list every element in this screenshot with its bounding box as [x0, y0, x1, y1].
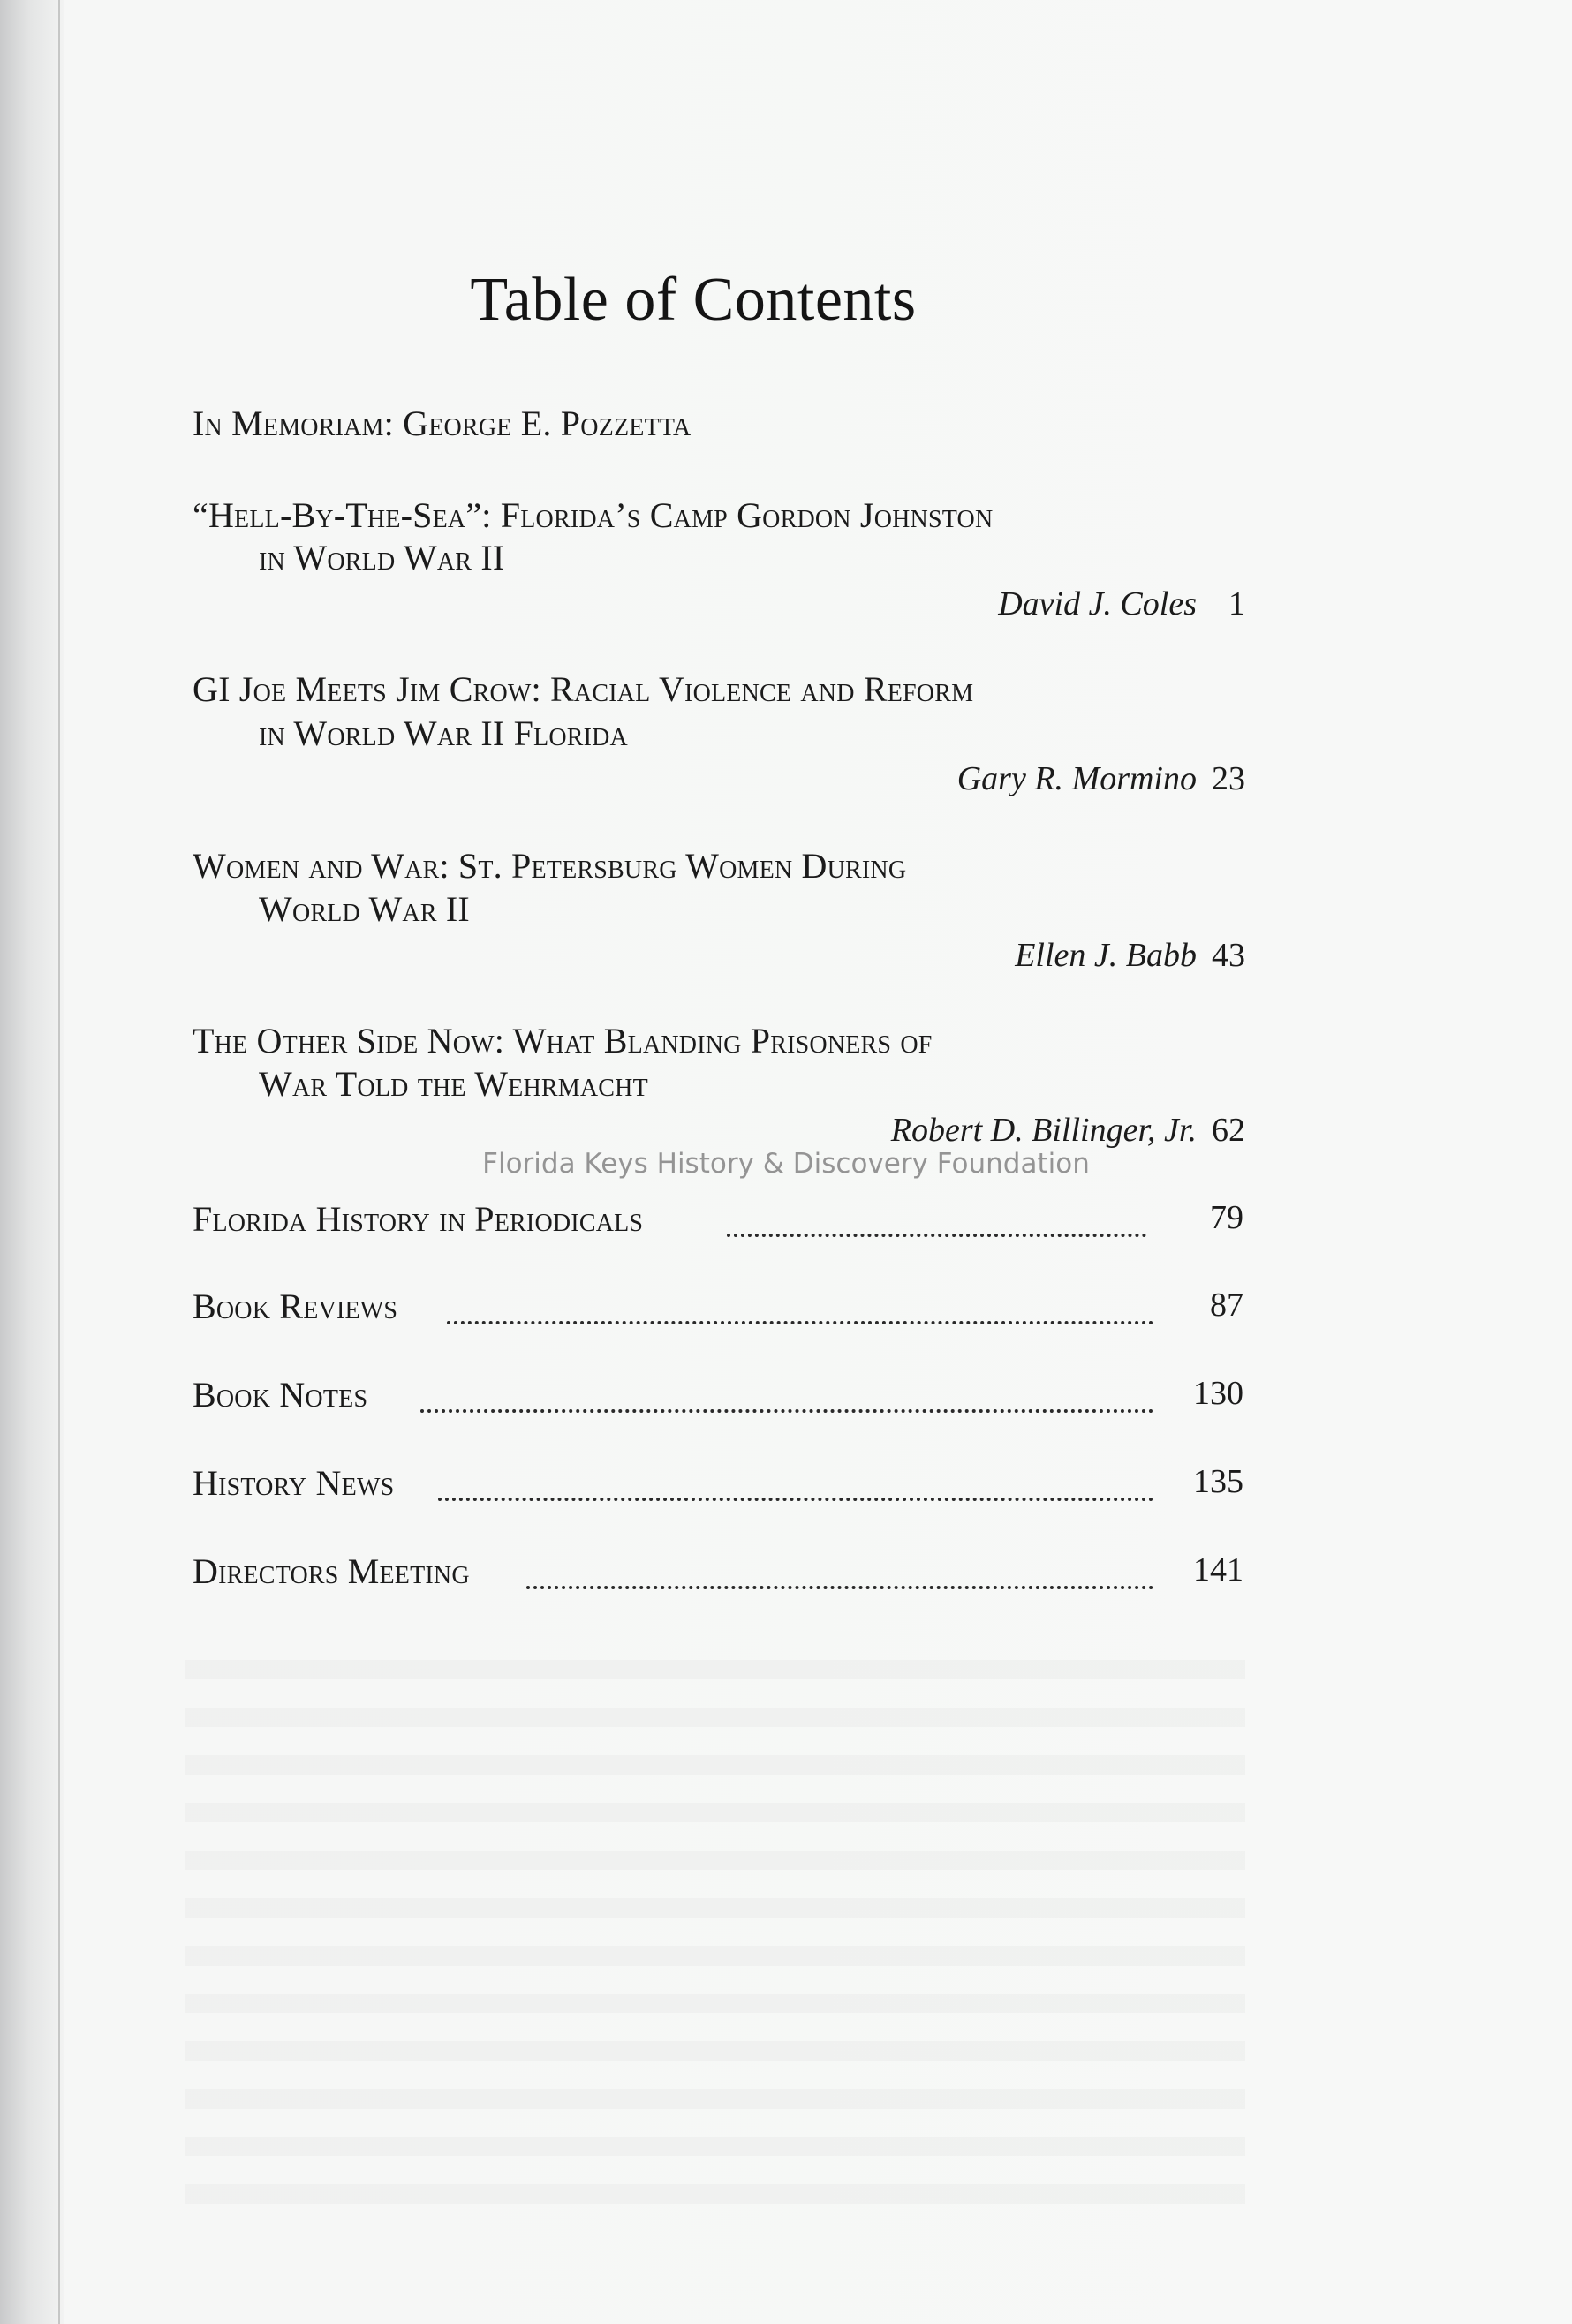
dot-leader: [447, 1291, 1153, 1324]
dot-leader: [420, 1379, 1153, 1413]
dot-leader: [526, 1556, 1153, 1589]
article-3-title-line1: Women and War: St. Petersburg Women During: [193, 846, 907, 886]
article-4-author: Robert D. Billinger, Jr.: [890, 1112, 1197, 1149]
section-label: Book Notes: [193, 1375, 368, 1415]
section-page: 135: [1193, 1463, 1243, 1500]
article-4-title-line1: The Other Side Now: What Blanding Prisoners of: [193, 1021, 933, 1060]
section-row: [193, 1462, 1243, 1506]
section-label: Book Reviews: [193, 1286, 398, 1326]
article-3-page: 43: [1212, 937, 1245, 974]
section-label: Directors Meeting: [193, 1551, 470, 1591]
article-3-title-line2: World War II: [259, 889, 470, 929]
section-label: History News: [193, 1463, 395, 1503]
section-row: [193, 1286, 1243, 1330]
article-4-page: 62: [1212, 1112, 1245, 1149]
section-row: [193, 1198, 1243, 1242]
watermark-text: Florida Keys History & Discovery Foundation: [482, 1148, 1090, 1180]
article-2-page: 23: [1212, 760, 1245, 797]
section-page: 130: [1193, 1375, 1243, 1412]
article-1-page: 1: [1228, 585, 1245, 622]
section-label: Florida History in Periodicals: [193, 1199, 644, 1239]
section-page: 79: [1210, 1199, 1243, 1236]
dot-leader: [727, 1204, 1146, 1237]
section-row: [193, 1551, 1243, 1595]
paper-show-through: [185, 1660, 1245, 2225]
page-title: Table of Contents: [470, 266, 917, 334]
article-2-title-line1: GI Joe Meets Jim Crow: Racial Violence and Reform: [193, 669, 974, 709]
memoriam-entry: In Memoriam: George E. Pozzetta: [193, 404, 692, 443]
article-2-title-line2: in World War II Florida: [259, 713, 628, 753]
article-1-title-line1: “Hell-By-The-Sea”: Florida’s Camp Gordon Johnston: [193, 495, 994, 535]
article-1-author: David J. Coles: [998, 585, 1197, 622]
article-2-author: Gary R. Mormino: [956, 760, 1197, 797]
article-3-author: Ellen J. Babb: [1015, 937, 1197, 974]
section-page: 87: [1210, 1286, 1243, 1324]
article-4-title-line2: War Told the Wehrmacht: [259, 1064, 648, 1104]
article-1-title-line2: in World War II: [259, 538, 505, 577]
dot-leader: [438, 1468, 1153, 1501]
section-page: 141: [1193, 1551, 1243, 1588]
section-row: [193, 1374, 1243, 1418]
